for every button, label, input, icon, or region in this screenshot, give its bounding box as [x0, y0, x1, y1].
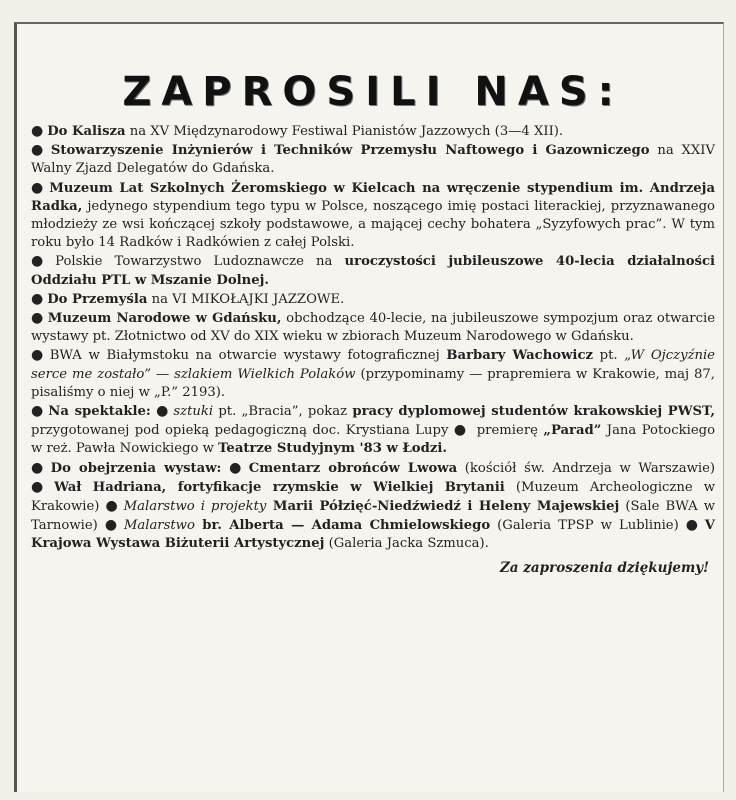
invitation-item-przemysl: ● Do Przemyśla na VI MIKOŁAJKI JAZZOWE.: [31, 290, 345, 307]
bullet-icon: ●: [31, 290, 44, 307]
bullet-icon: ●: [104, 517, 120, 534]
closing-thanks: Za zaproszenia dziękujemy!: [499, 559, 709, 576]
bullet-icon: ●: [31, 459, 47, 476]
invitation-item-bwa-bialystok: ● BWA w Białymstoku na otwarcie wystawy fotograficznej Barbary Wachowicz pt. „W Ojczyźnie serce me zostało” — szlakiem Wielkich Polaków (przypominamy — prapremiera w Krakowie, maj 87, pisaliśmy o niej w „P.” 2193).: [31, 347, 715, 400]
page-title: ZAPROSILI NAS:: [122, 69, 624, 115]
bullet-icon: ●: [31, 403, 45, 420]
invitation-item-zeromski-museum: ● Muzeum Lat Szkolnych Żeromskiego w Kielcach na wręczenie stypendium im. Andrzeja Radka, jedynego stypendium tego typu w Polsce, noszącego imię postaci literackiej, przyznawanego młodzieży ze wsi kończącej szkoły podstawowe, a mającej cechy bohatera „Syzyfowych prac”. W tym roku było 14 Radków i Radkówien z całej Polski.: [31, 179, 715, 251]
invitation-item-ludoznawcze: ● Polskie Towarzystwo Ludoznawcze na uroczystości jubileuszowe 40-lecia działalności Oddziału PTL w Mszanie Dolnej.: [31, 253, 715, 288]
invitation-item-kalisz: ● Do Kalisza na XV Międzynarodowy Festiwal Pianistów Jazzowych (3—4 XII).: [31, 123, 564, 139]
bullet-icon: ●: [229, 459, 245, 476]
bullet-icon: ●: [685, 517, 701, 534]
invitation-item-theatre: ● Na spektakle: ● sztuki pt. „Bracia”, pokaz pracy dyplomowej studentów krakowskiej PWST, przygotowanej pod opieką pedagogiczną doc. Krystiana Lupy ● premierę „Parad” Jana Potockiego w reż. Pawła Nowickiego w Teatrze Studyjnym '83 w Łodzi.: [31, 403, 716, 457]
bullet-icon: ●: [31, 478, 51, 495]
bullet-icon: ●: [453, 422, 468, 439]
invitation-item-exhibitions: ● Do obejrzenia wystaw: ● Cmentarz obrońców Lwowa (kościół św. Andrzeja w Warszawie) ● Wał Hadriana, fortyfikacje rzymskie w Wielkiej Brytanii (Muzeum Archeologiczne w Krakowie) ● Malarstwo i projekty Marii Półzięć-Niedźwiedź i Heleny Majewskiej (Sale BWA w Tarnowie) ● Malarstwo br. Alberta — Adama Chmielowskiego (Galeria TPSP w Lublinie) ● V Krajowa Wystawa Biżuterii Artystycznej (Galeria Jacka Szmuca).: [31, 459, 716, 552]
bullet-icon: ●: [31, 253, 52, 270]
bullet-icon: ●: [31, 179, 46, 196]
bullet-icon: ●: [105, 498, 120, 515]
bullet-icon: ●: [31, 123, 44, 139]
invitation-item-engineers: ● Stowarzyszenie Inżynierów i Techników Przemysłu Naftowego i Gazowniczego na XXIV Walny Zjazd Delegatów do Gdańska.: [31, 142, 716, 177]
invitation-item-gdansk-museum: ● Muzeum Narodowe w Gdańsku, obchodzące 40-lecie, na jubileuszowe sympozjum oraz otwarcie wystawy pt. Złotnictwo od XV do XIX wieku w zbiorach Muzeum Narodowego w Gdańsku.: [31, 310, 716, 345]
bullet-icon: ●: [31, 310, 44, 327]
bullet-icon: ●: [31, 142, 47, 159]
newspaper-clipping: [14, 22, 724, 792]
bullet-icon: ●: [31, 347, 46, 364]
bullet-icon: ●: [156, 403, 170, 420]
